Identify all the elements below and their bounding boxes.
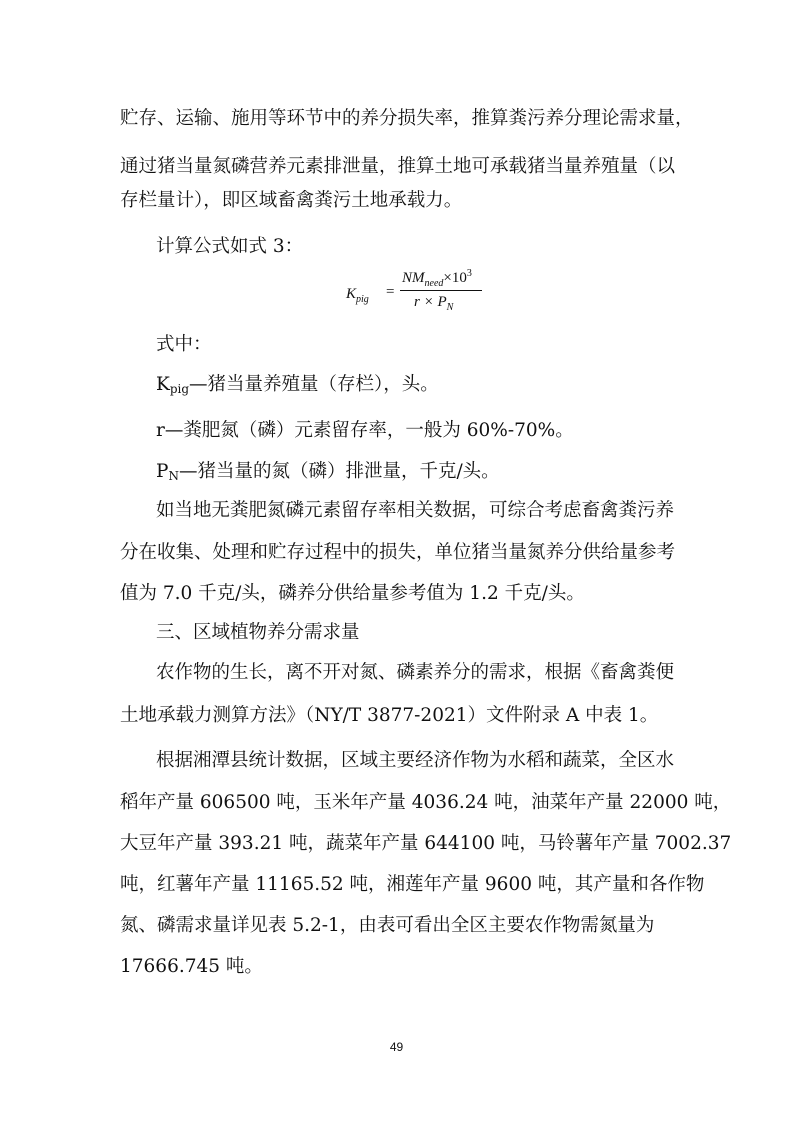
definition-r: r—粪肥氮（磷）元素留存率，一般为 60%-70%。	[156, 420, 574, 441]
fraction-bar	[400, 290, 482, 291]
paragraph-line: 大豆年产量 393.21 吨，蔬菜年产量 644100 吨，马铃薯年产量 7002.37	[120, 833, 732, 854]
paragraph-line: 分在收集、处理和贮存过程中的损失，单位猪当量氮养分供给量参考	[120, 542, 676, 563]
paragraph-line: 如当地无粪肥氮磷元素留存率相关数据，可综合考虑畜禽粪污养	[156, 500, 675, 521]
where-label: 式中：	[156, 334, 212, 355]
formula-lhs: $K_{pig}$	[346, 286, 369, 305]
paragraph-line: 农作物的生长，离不开对氮、磷素养分的需求，根据《畜禽粪便	[156, 662, 675, 683]
page-number: 49	[389, 1040, 404, 1054]
definition-kpig: $K_{pig}—$猪当量养殖量（存栏），头。	[156, 374, 439, 396]
formula-equals: =	[386, 284, 395, 300]
paragraph-line: 氮、磷需求量详见表 5.2-1，由表可看出全区主要农作物需氮量为	[120, 915, 655, 936]
paragraph-line: 贮存、运输、施用等环节中的养分损失率，推算粪污养分理论需求量，	[120, 108, 694, 129]
formula-3	[338, 268, 488, 328]
paragraph-line: 土地承载力测算方法》（NY/T 3877-2021）文件附录 A 中表 1。	[120, 705, 659, 726]
paragraph-line: 值为 7.0 千克/头，磷养分供给量参考值为 1.2 千克/头。	[120, 583, 585, 604]
definition-pn: $P_N—$猪当量的氮（磷）排泄量，千克/头。	[156, 461, 500, 483]
paragraph-line: 17666.745 吨。	[120, 956, 263, 977]
section-heading: 三、区域植物养分需求量	[156, 622, 360, 643]
formula-intro: 计算公式如式 3：	[156, 236, 304, 257]
paragraph-line: 稻年产量 606500 吨，玉米年产量 4036.24 吨，油菜年产量 22000 吨，	[120, 792, 732, 813]
paragraph-line: 吨，红薯年产量 11165.52 吨，湘莲年产量 9600 吨，其产量和各作物	[120, 874, 705, 895]
formula-numerator: $NM_{need}\times 10^3$	[402, 268, 472, 289]
paragraph-line: 存栏量计），即区域畜禽粪污土地承载力。	[120, 190, 463, 211]
paragraph-line: 通过猪当量氮磷营养元素排泄量，推算土地可承载猪当量养殖量（以	[120, 156, 676, 177]
paragraph-line: 根据湘潭县统计数据，区域主要经济作物为水稻和蔬菜，全区水	[156, 750, 675, 771]
formula-denominator: $r \times P_N$	[414, 294, 454, 313]
